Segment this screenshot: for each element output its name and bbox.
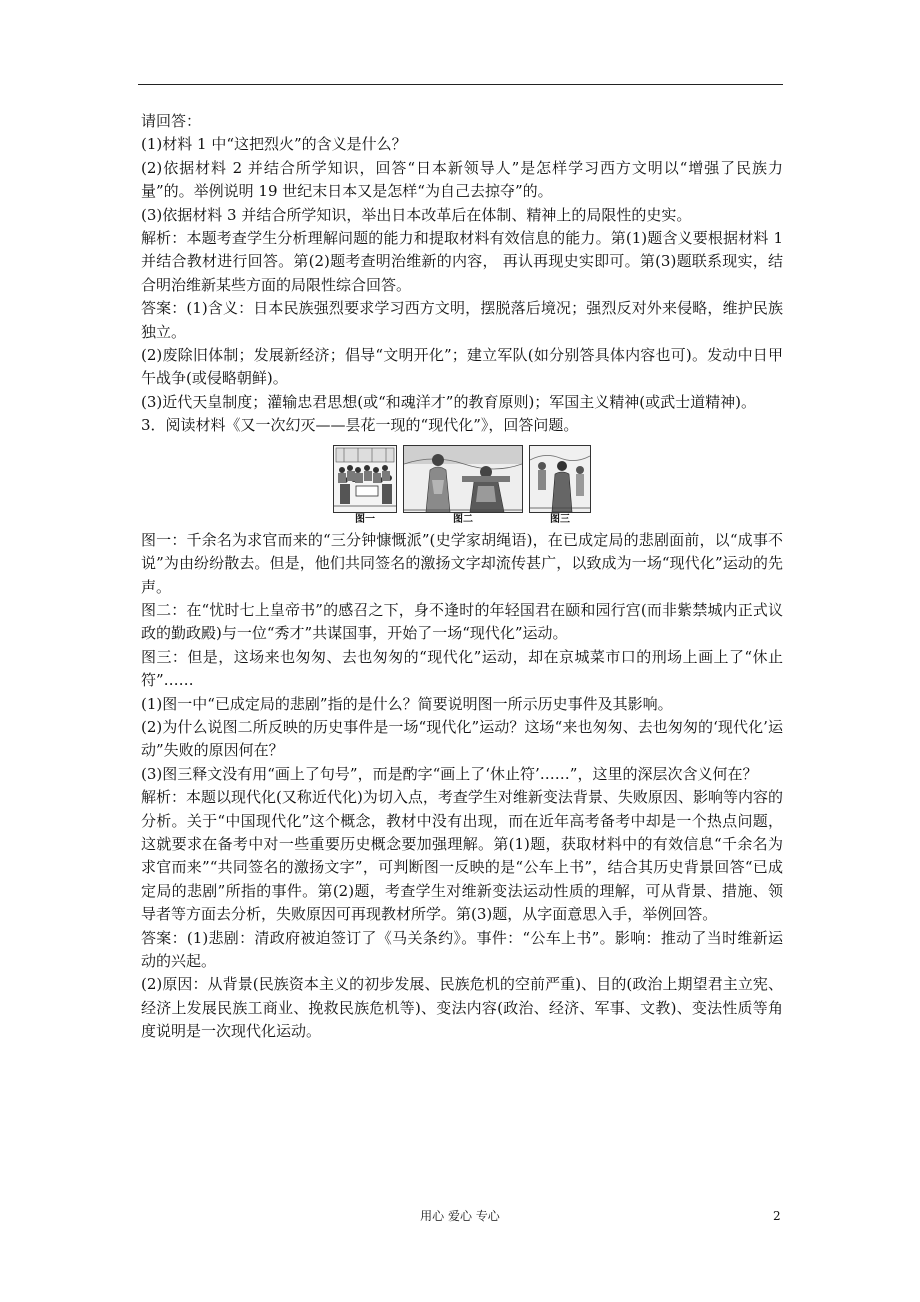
figure-1-illustration bbox=[333, 445, 397, 513]
answer-3-2: (2)原因：从背景(民族资本主义的初步发展、民族危机的空前严重)、目的(政治上期望君主立宪、经济上发展民族工商业、挽救民族危机等)、变法内容(政治、经济、军事、文教)、变法性质等角度说明是一次现代化运动。 bbox=[141, 975, 783, 1041]
answer-1: 答案：(1)含义：日本民族强烈要求学习西方文明，摆脱落后境况；强烈反对外来侵略，维护民族独立。 bbox=[141, 299, 783, 341]
answer-3: (3)近代天皇制度；灌输忠君思想(或“和魂洋才”的教育原则)；军国主义精神(或武士道精神)。 bbox=[141, 392, 756, 411]
question-3-3: (3)图三释文没有用“画上了句号”，而是酌字“画上了‘休止符’……”，这里的深层次含义何在？ bbox=[141, 764, 758, 783]
figure-2-illustration bbox=[403, 445, 523, 513]
figure-row bbox=[141, 442, 783, 529]
figure-2-caption: 图二 bbox=[453, 513, 473, 525]
figure-1 bbox=[333, 445, 397, 526]
problem-3-intro: 3．阅读材料《又一次幻灭——昙花一现的“现代化”》，回答问题。 bbox=[141, 416, 579, 435]
answer-3-1: 答案：(1)悲剧：清政府被迫签订了《马关条约》。事件：“公车上书”。影响：推动了当时维新运动的兴起。 bbox=[141, 928, 783, 970]
page-number: 2 bbox=[773, 1209, 781, 1223]
figure-2-description: 图二：在“忧时七上皇帝书”的感召之下，身不逢时的年轻国君在颐和园行宫(而非紫禁城内正式议政的勤政殿)与一位“秀才”共谋国事，开始了一场“现代化”运动。 bbox=[141, 600, 783, 643]
question-3-2: (2)为什么说图二所反映的历史事件是一场“现代化”运动？这场“来也匆匆、去也匆匆的‘现代化’运动”失败的原因何在？ bbox=[141, 717, 783, 760]
figure-3-description: 图三：但是，这场来也匆匆、去也匆匆的“现代化”运动，却在京城菜市口的刑场上画上了“休止符”…… bbox=[141, 647, 783, 690]
question-2: (2)依据材料 2 并结合所学知识，回答“日本新领导人”是怎样学习西方文明以“增强了民族力量”的。举例说明 19 世纪末日本又是怎样“为自己去掠夺”的。 bbox=[141, 158, 783, 201]
prompt-line: 请回答： bbox=[141, 112, 202, 130]
answer-2: (2)废除旧体制；发展新经济；倡导“文明开化”；建立军队(如分别答具体内容也可)。发动中日甲午战争(或侵略朝鲜)。 bbox=[141, 346, 783, 388]
figure-1-description: 图一：千余名为求官而来的“三分钟慷慨派”(史学家胡绳语)，在已成定局的悲剧面前，以“成事不说”为由纷纷散去。但是，他们共同签名的激扬文字却流传甚广，以致成为一场“现代化”运动的先声。 bbox=[141, 530, 783, 596]
figure-1-caption: 图一 bbox=[355, 513, 375, 525]
question-3: (3)依据材料 3 并结合所学知识，举出日本改革后在体制、精神上的局限性的史实。 bbox=[141, 205, 692, 224]
figure-3-illustration bbox=[529, 445, 591, 513]
analysis-paragraph: 解析：本题考查学生分析理解问题的能力和提取材料有效信息的能力。第(1)题含义要根据材料 1 并结合教材进行回答。第(2)题考查明治维新的内容， 再认再现史实即可。第(3)题联系现实，结合明治维新某些方面的局限性综合回答。 bbox=[141, 229, 783, 294]
figure-2 bbox=[403, 445, 523, 526]
header-rule bbox=[138, 84, 783, 85]
analysis-paragraph-3: 解析：本题以现代化(又称近代化)为切入点，考查学生对维新变法背景、失败原因、影响等内容的分析。关于“中国现代化”这个概念，教材中没有出现，而在近年高考备考中却是一个热点问题，这就要求在备考中对一些重要历史概念要加强理解。第(1)题，获取材料中的有效信息“千余名为求官而来”“共同签名的激扬文字”，可判断图一反映的是“公车上书”，结合其历史背景回答“已成定局的悲剧”所指的事件。第(2)题，考查学生对维新变法运动性质的理解，可从背景、措施、领导者等方面去分析，失败原因可再现教材所学。第(3)题，从字面意思入手，举例回答。 bbox=[141, 788, 783, 924]
document-body bbox=[141, 110, 783, 1044]
question-1: (1)材料 1 中“这把烈火”的含义是什么？ bbox=[141, 135, 407, 154]
question-3-1: (1)图一中“已成定局的悲剧”指的是什么？简要说明图一所示历史事件及其影响。 bbox=[141, 694, 673, 713]
page-footer: 用心 爱心 专心 bbox=[420, 1209, 500, 1223]
figure-3-caption: 图三 bbox=[550, 513, 570, 525]
figure-3 bbox=[529, 445, 591, 526]
